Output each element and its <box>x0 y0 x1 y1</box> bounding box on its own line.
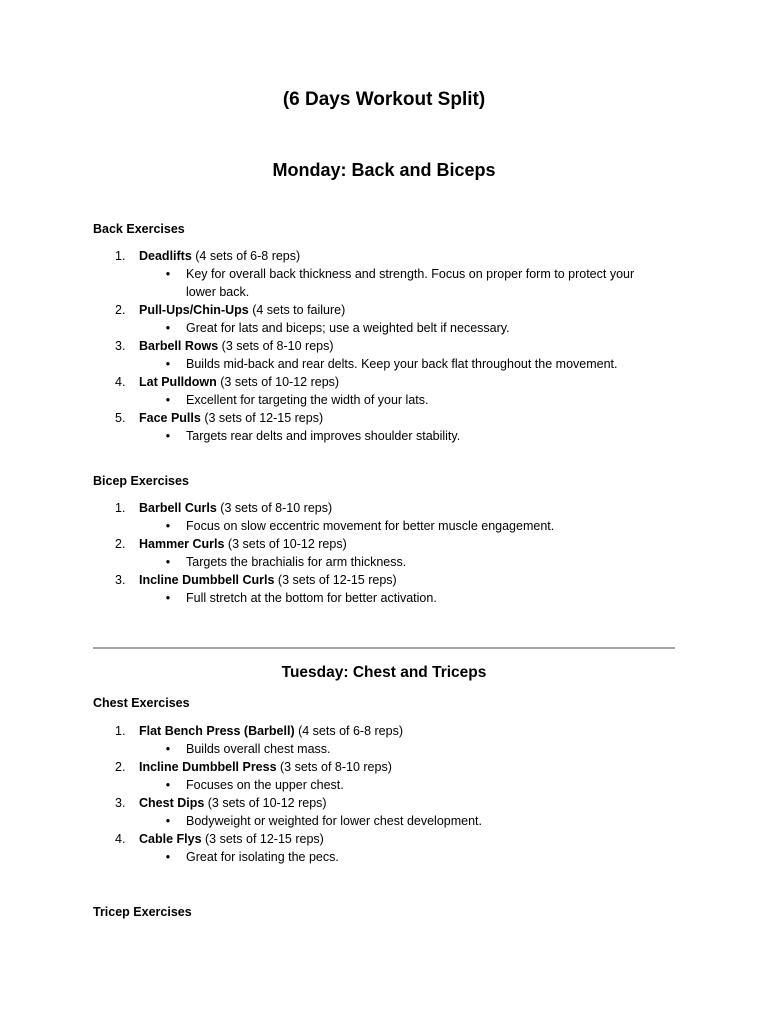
exercise-sets: (3 sets of 10-12 reps) <box>204 796 327 810</box>
exercise-item <box>93 794 683 830</box>
exercise-name: Pull-Ups/Chin-Ups <box>139 303 249 317</box>
bullet-icon: • <box>165 591 171 605</box>
exercise-note <box>93 776 683 794</box>
exercise-name: Barbell Curls <box>139 501 217 515</box>
bullet-icon: • <box>165 555 171 569</box>
exercise-name: Flat Bench Press (Barbell) <box>139 724 295 738</box>
exercise-name: Chest Dips <box>139 796 205 810</box>
exercise-note-text: Focuses on the upper chest. <box>186 778 344 792</box>
bullet-icon: • <box>165 742 171 756</box>
exercise-name: Face Pulls <box>139 411 201 425</box>
exercise-line <box>93 373 683 391</box>
exercise-note <box>93 355 683 373</box>
bullet-icon: • <box>165 357 171 371</box>
exercise-number: 2. <box>115 303 126 317</box>
bullet-icon: • <box>165 850 171 864</box>
exercise-name: Deadlifts <box>139 249 192 263</box>
exercise-note-text: Builds overall chest mass. <box>186 742 331 756</box>
section-divider <box>93 647 675 649</box>
exercise-line <box>93 758 683 776</box>
exercise-sets: (3 sets of 12-15 reps) <box>200 411 324 425</box>
exercise-note-text: Focus on slow eccentric movement for better muscle engagement. <box>186 519 555 533</box>
exercise-number: 4. <box>115 832 126 846</box>
exercise-number: 3. <box>115 796 126 810</box>
exercise-number: 1. <box>115 501 126 515</box>
exercise-note-text: Bodyweight or weighted for lower chest development. <box>186 814 482 828</box>
exercise-item <box>93 409 683 445</box>
exercise-note <box>93 848 683 866</box>
exercise-sets: (3 sets of 10-12 reps) <box>224 537 347 551</box>
exercise-line <box>93 571 683 589</box>
exercise-item <box>93 337 683 373</box>
bicep-exercises-label: Bicep Exercises <box>93 474 189 488</box>
exercise-number: 5. <box>115 411 126 425</box>
exercise-name: Barbell Rows <box>139 339 219 353</box>
back-exercise-list <box>93 247 683 445</box>
exercise-line <box>93 535 683 553</box>
exercise-note-text: Full stretch at the bottom for better activation. <box>186 591 437 605</box>
exercise-number: 2. <box>115 760 126 774</box>
exercise-number: 4. <box>115 375 126 389</box>
exercise-sets: (3 sets of 8-10 reps) <box>218 339 334 353</box>
exercise-note <box>93 740 683 758</box>
exercise-note <box>93 427 683 445</box>
exercise-sets: (3 sets of 10-12 reps) <box>216 375 340 389</box>
exercise-item <box>93 758 683 794</box>
bullet-icon: • <box>165 321 171 335</box>
exercise-note <box>93 812 683 830</box>
exercise-line <box>93 409 683 427</box>
bullet-icon: • <box>165 429 171 443</box>
exercise-name: Incline Dumbbell Press <box>139 760 277 774</box>
bicep-exercise-list <box>93 499 683 607</box>
exercise-sets: (4 sets to failure) <box>248 303 346 317</box>
bullet-icon: • <box>165 778 171 792</box>
exercise-number: 1. <box>115 249 126 263</box>
exercise-number: 3. <box>115 339 126 353</box>
exercise-note-text: Excellent for targeting the width of your lats. <box>186 393 429 407</box>
exercise-line <box>93 301 683 319</box>
exercise-line <box>93 337 683 355</box>
exercise-line <box>93 499 683 517</box>
exercise-note-text: Targets rear delts and improves shoulder stability. <box>186 429 461 443</box>
exercise-note <box>93 589 683 607</box>
exercise-note <box>93 391 683 409</box>
exercise-item <box>93 722 683 758</box>
chest-exercises-label: Chest Exercises <box>93 696 190 710</box>
exercise-note <box>93 517 683 535</box>
exercise-sets: (3 sets of 8-10 reps) <box>276 760 392 774</box>
exercise-note <box>93 265 683 301</box>
exercise-sets: (4 sets of 6-8 reps) <box>191 249 301 263</box>
exercise-item <box>93 535 683 571</box>
exercise-sets: (3 sets of 8-10 reps) <box>216 501 333 515</box>
exercise-item <box>93 373 683 409</box>
exercise-name: Incline Dumbbell Curls <box>139 573 275 587</box>
exercise-item <box>93 571 683 607</box>
chest-exercise-list <box>93 722 683 866</box>
exercise-note-text: Key for overall back thickness and strength. Focus on proper form to protect your lower back. <box>186 267 635 299</box>
exercise-name: Hammer Curls <box>139 537 225 551</box>
document-title: (6 Days Workout Split) <box>282 89 486 110</box>
exercise-item <box>93 499 683 535</box>
back-exercises-label: Back Exercises <box>93 222 185 236</box>
bullet-icon: • <box>165 814 171 828</box>
exercise-line <box>93 247 683 265</box>
exercise-note-text: Targets the brachialis for arm thickness. <box>186 555 407 569</box>
exercise-note-text: Builds mid-back and rear delts. Keep your back flat throughout the movement. <box>186 357 618 371</box>
tuesday-heading: Tuesday: Chest and Triceps <box>281 664 487 681</box>
exercise-note <box>93 553 683 571</box>
exercise-number: 2. <box>115 537 126 551</box>
exercise-sets: (3 sets of 12-15 reps) <box>201 832 324 846</box>
tricep-exercises-label: Tricep Exercises <box>93 905 192 919</box>
exercise-note <box>93 319 683 337</box>
exercise-sets: (3 sets of 12-15 reps) <box>274 573 397 587</box>
exercise-number: 3. <box>115 573 126 587</box>
exercise-item <box>93 247 683 301</box>
exercise-item <box>93 830 683 866</box>
bullet-icon: • <box>165 393 171 407</box>
exercise-line <box>93 722 683 740</box>
exercise-sets: (4 sets of 6-8 reps) <box>294 724 403 738</box>
monday-heading: Monday: Back and Biceps <box>272 160 496 180</box>
exercise-name: Lat Pulldown <box>139 375 217 389</box>
exercise-note-text: Great for isolating the pecs. <box>186 850 339 864</box>
bullet-icon: • <box>165 267 171 281</box>
exercise-name: Cable Flys <box>139 832 202 846</box>
exercise-number: 1. <box>115 724 126 738</box>
exercise-line <box>93 794 683 812</box>
exercise-line <box>93 830 683 848</box>
exercise-note-text: Great for lats and biceps; use a weighted belt if necessary. <box>186 321 510 335</box>
exercise-item <box>93 301 683 337</box>
bullet-icon: • <box>165 519 171 533</box>
